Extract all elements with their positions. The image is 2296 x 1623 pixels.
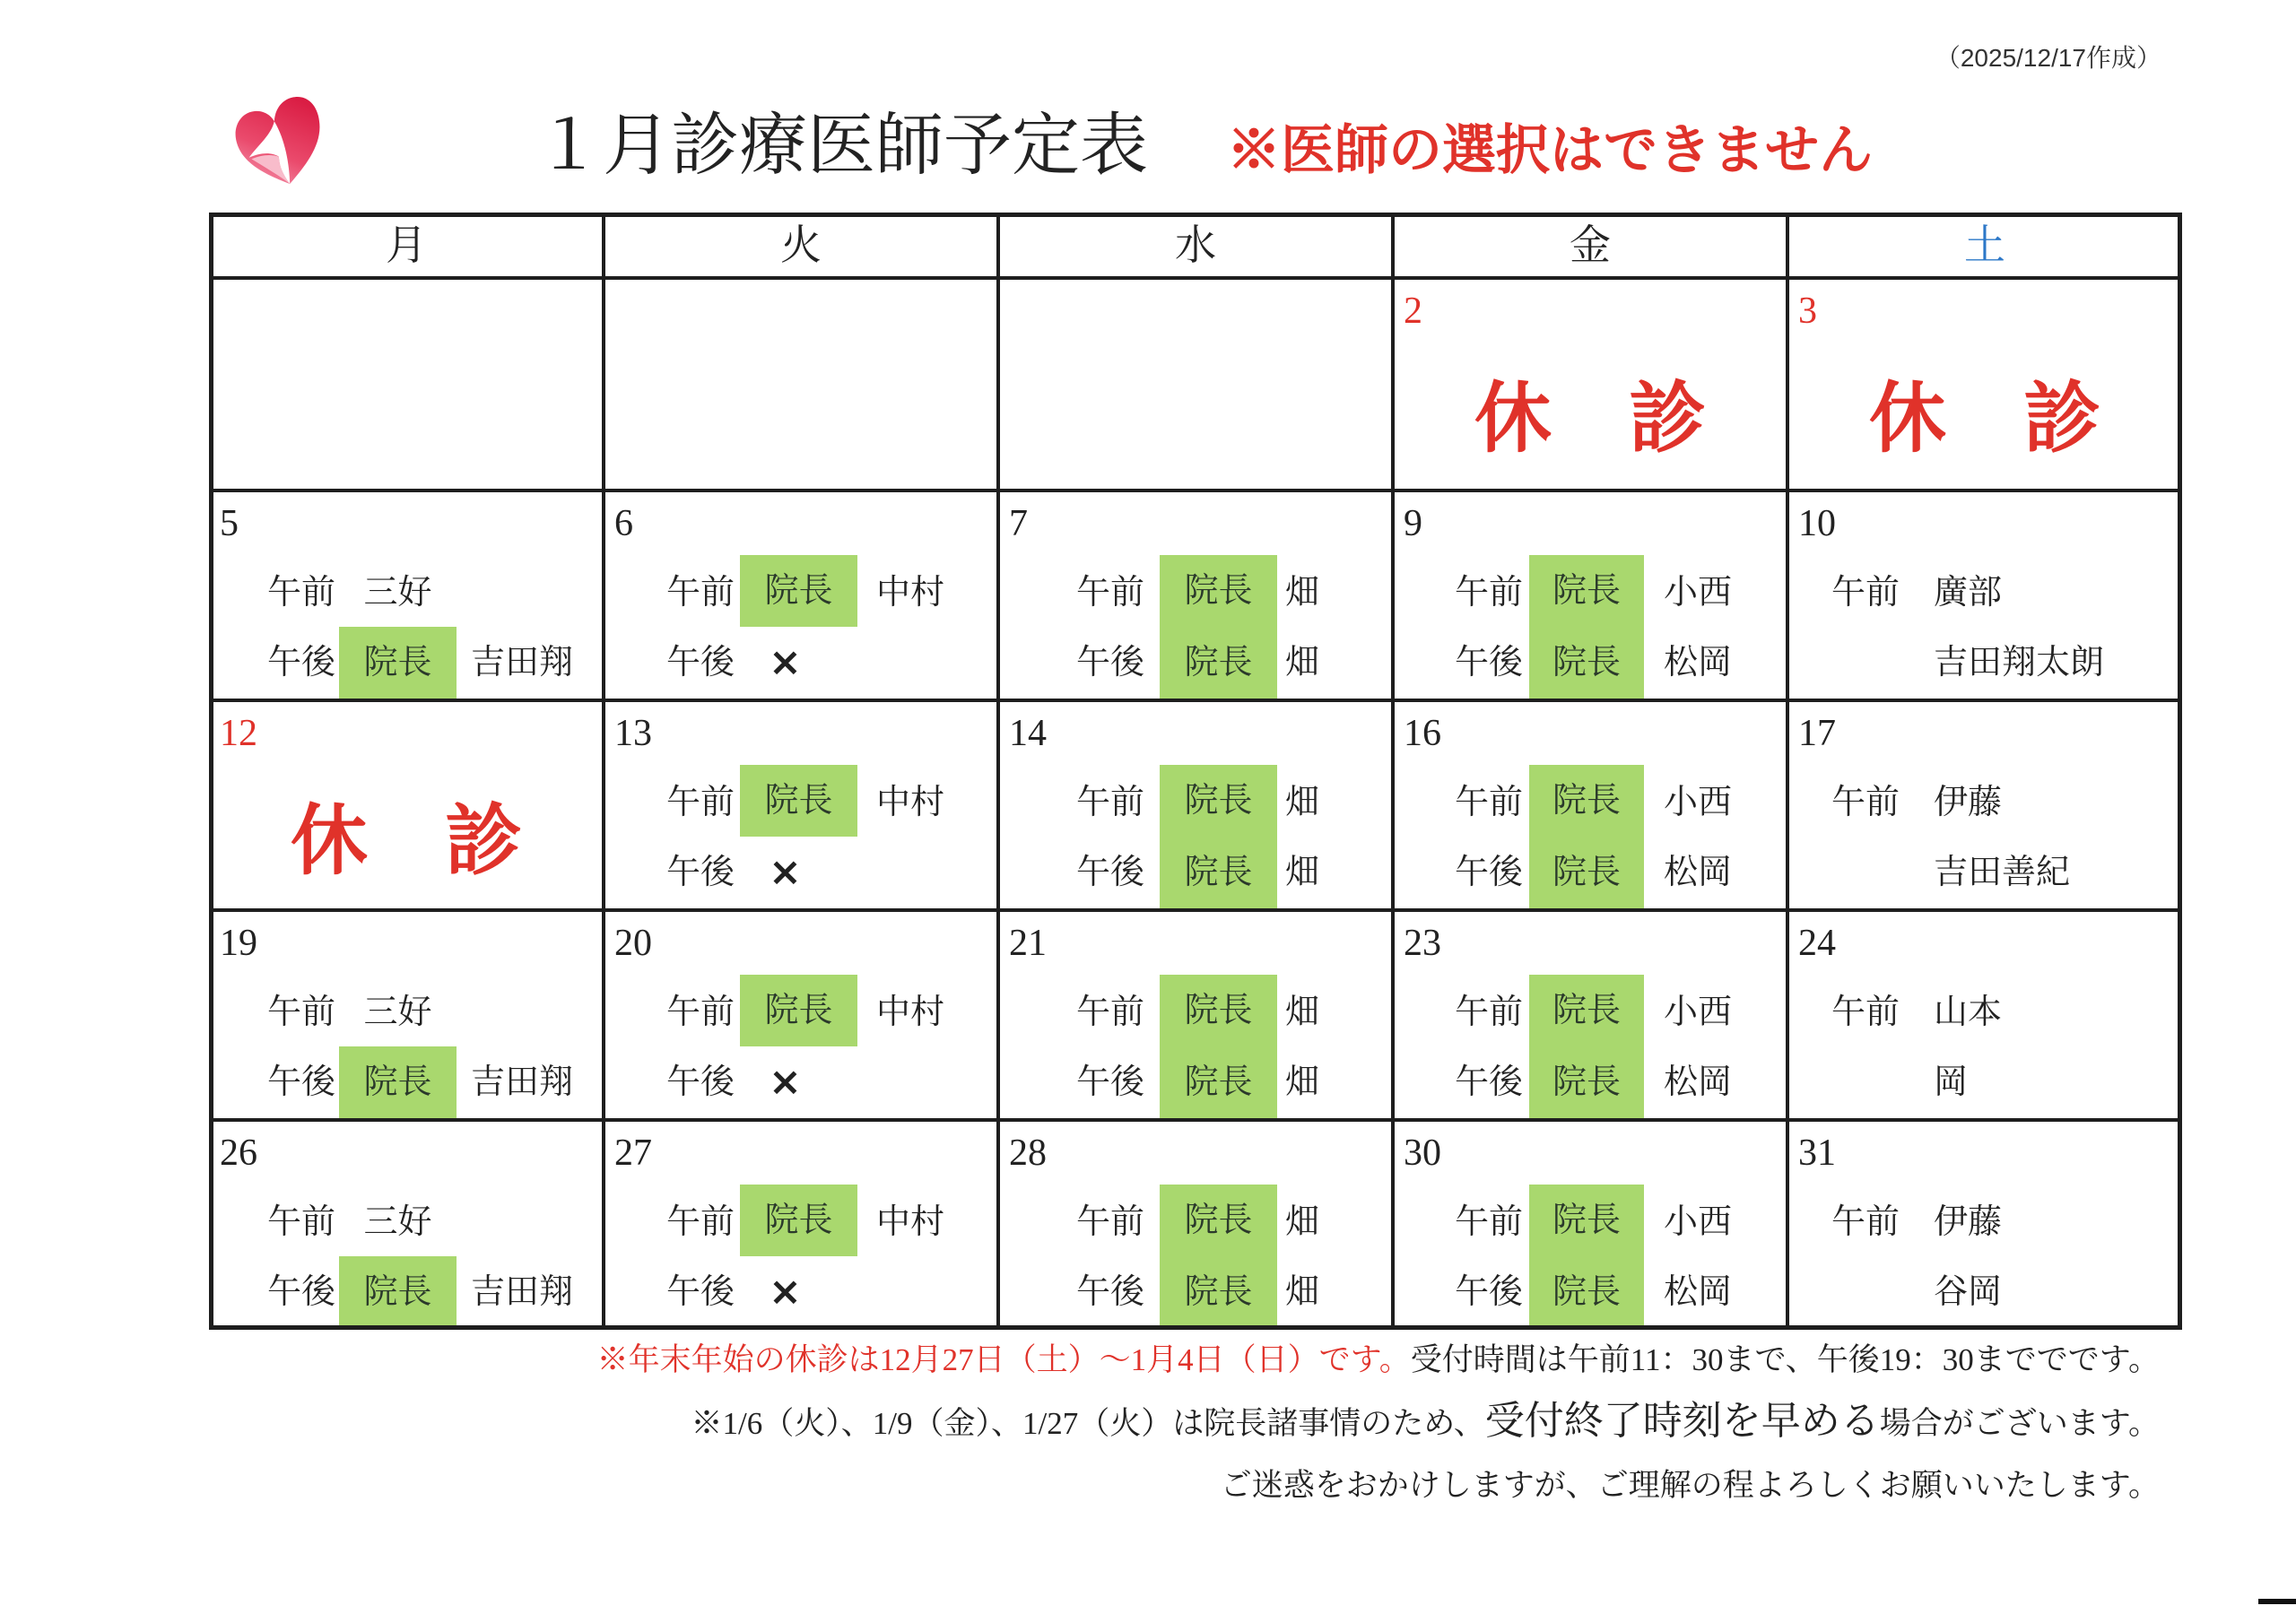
weekday-header-tue: 火 [780, 222, 822, 268]
day-number: 5 [220, 503, 239, 544]
created-date-note: （2025/12/17作成） [1935, 44, 2161, 72]
early-close-dates: ※1/6（火）、1/9（金）、1/27（火）は院長諸事情のため、 [691, 1406, 1485, 1441]
director-badge: 院長 [740, 555, 857, 627]
doctor-name: 小西 [1664, 574, 1733, 612]
day-number: 9 [1404, 503, 1422, 544]
doctor-name: 岡 [1934, 1063, 1969, 1101]
director-badge: 院長 [339, 1256, 457, 1328]
day-number: 27 [614, 1133, 652, 1174]
weekday-header-fri: 金 [1570, 222, 1611, 268]
session-label: 午後 [267, 644, 336, 681]
doctor-name: 吉田翔太朗 [1934, 644, 2105, 681]
day-number: 20 [614, 923, 652, 964]
doctor-name: 松岡 [1664, 854, 1733, 891]
doctor-name: 中村 [876, 1203, 945, 1241]
day-number: 3 [1798, 291, 1817, 332]
director-badge: 院長 [1160, 1046, 1277, 1118]
director-badge: 院長 [1529, 1185, 1644, 1256]
doctor-name: 中村 [876, 784, 945, 821]
day-number: 16 [1404, 713, 1441, 754]
session-label: 午前 [666, 574, 735, 612]
session-label: 午後 [1076, 854, 1145, 891]
session-label: 午後 [666, 854, 735, 891]
doctor-name: 畑 [1285, 994, 1320, 1031]
director-badge: 院長 [1160, 627, 1277, 699]
doctor-name: 三好 [363, 574, 432, 612]
day-number: 28 [1009, 1133, 1047, 1174]
session-label: 午前 [1076, 994, 1145, 1031]
doctor-name: 山本 [1934, 994, 2003, 1031]
director-badge: 院長 [1160, 1256, 1277, 1328]
director-badge: 院長 [339, 627, 457, 699]
doctor-name: 三好 [363, 1203, 432, 1241]
unavailable-mark: × [769, 1269, 802, 1315]
day-number: 13 [614, 713, 652, 754]
footer-holiday-hours-note [597, 1342, 2160, 1378]
session-label: 午後 [1076, 1063, 1145, 1101]
doctor-name: 松岡 [1664, 1063, 1733, 1101]
director-badge: 院長 [1160, 765, 1277, 837]
day-number: 17 [1798, 713, 1836, 754]
day-number: 24 [1798, 923, 1836, 964]
director-badge: 院長 [1529, 1256, 1644, 1328]
director-badge: 院長 [740, 1185, 857, 1256]
scan-mark [2258, 1599, 2296, 1604]
day-number: 19 [220, 923, 257, 964]
director-badge: 院長 [1529, 975, 1644, 1046]
day-number: 7 [1009, 503, 1028, 544]
footer-early-close-note [691, 1399, 2160, 1446]
session-label: 午後 [1076, 1273, 1145, 1311]
heart-logo-icon [228, 91, 332, 195]
doctor-name: 畑 [1285, 1203, 1320, 1241]
session-label: 午前 [1831, 994, 1900, 1031]
session-label: 午後 [1076, 644, 1145, 681]
doctor-name: 畑 [1285, 1273, 1320, 1311]
session-label: 午後 [1455, 1063, 1524, 1101]
director-badge: 院長 [1160, 975, 1277, 1046]
session-label: 午前 [1831, 574, 1900, 612]
schedule-calendar [209, 213, 2182, 1330]
session-label: 午前 [1455, 1203, 1524, 1241]
session-label: 午前 [1455, 994, 1524, 1031]
director-badge: 院長 [1160, 1185, 1277, 1256]
doctor-name: 小西 [1664, 994, 1733, 1031]
early-close-emphasis: 受付終了時刻を早める [1484, 1399, 1880, 1443]
unavailable-mark: × [769, 639, 802, 685]
closed-day-label: 休 診 [291, 796, 522, 886]
doctor-name: 畑 [1285, 784, 1320, 821]
director-badge: 院長 [1529, 765, 1644, 837]
page-title: １月診療医師予定表 [535, 108, 1148, 184]
session-label: 午前 [1455, 574, 1524, 612]
day-number: 31 [1798, 1133, 1836, 1174]
day-number: 2 [1404, 291, 1422, 332]
weekday-header-mon: 月 [386, 222, 427, 268]
doctor-name: 畑 [1285, 644, 1320, 681]
session-label: 午前 [666, 1203, 735, 1241]
unavailable-mark: × [769, 1059, 802, 1105]
doctor-name: 中村 [876, 994, 945, 1031]
director-badge: 院長 [1529, 627, 1644, 699]
session-label: 午前 [1076, 574, 1145, 612]
session-label: 午後 [267, 1273, 336, 1311]
day-number: 30 [1404, 1133, 1441, 1174]
doctor-name: 畑 [1285, 574, 1320, 612]
day-number: 12 [220, 713, 257, 754]
doctor-name: 松岡 [1664, 644, 1733, 681]
doctor-name: 松岡 [1664, 1273, 1733, 1311]
reception-hours-note: 受付時間は午前11：30まで、午後19：30まででです。 [1410, 1342, 2160, 1377]
session-label: 午前 [267, 574, 336, 612]
calendar-frame [209, 213, 2182, 1330]
doctor-name: 中村 [876, 574, 945, 612]
session-label: 午後 [666, 1273, 735, 1311]
day-number: 6 [614, 503, 633, 544]
director-badge: 院長 [740, 975, 857, 1046]
director-badge: 院長 [1529, 555, 1644, 627]
director-badge: 院長 [740, 765, 857, 837]
doctor-name: 三好 [363, 994, 432, 1031]
doctor-name: 小西 [1664, 784, 1733, 821]
doctor-name: 吉田翔 [471, 644, 574, 681]
doctor-name: 畑 [1285, 1063, 1320, 1101]
doctor-name: 小西 [1664, 1203, 1733, 1241]
day-number: 14 [1009, 713, 1047, 754]
doctor-name: 吉田翔 [471, 1063, 574, 1101]
day-number: 10 [1798, 503, 1836, 544]
early-close-suffix: 場合がございます。 [1879, 1406, 2160, 1441]
session-label: 午前 [1831, 1203, 1900, 1241]
closed-day-label: 休 診 [1474, 374, 1706, 464]
session-label: 午前 [267, 994, 336, 1031]
session-label: 午前 [666, 784, 735, 821]
session-label: 午後 [1455, 1273, 1524, 1311]
session-label: 午後 [1455, 644, 1524, 681]
director-badge: 院長 [1160, 837, 1277, 908]
footer-apology-note: ご迷惑をおかけしますが、ご理解の程よろしくお願いいたします。 [1220, 1468, 2160, 1503]
weekday-header-wed: 水 [1175, 222, 1216, 268]
weekday-header-sat: 土 [1964, 222, 2005, 268]
doctor-name: 伊藤 [1934, 1203, 2003, 1241]
session-label: 午前 [1076, 1203, 1145, 1241]
doctor-name: 廣部 [1934, 574, 2003, 612]
doctor-selection-notice: ※医師の選択はできません [1227, 121, 1873, 180]
day-number: 26 [220, 1133, 257, 1174]
session-label: 午前 [267, 1203, 336, 1241]
session-label: 午前 [1076, 784, 1145, 821]
session-label: 午後 [267, 1063, 336, 1101]
doctor-name: 吉田善紀 [1934, 854, 2071, 891]
session-label: 午後 [1455, 854, 1524, 891]
session-label: 午後 [666, 1063, 735, 1101]
session-label: 午前 [1831, 784, 1900, 821]
director-badge: 院長 [1160, 555, 1277, 627]
director-badge: 院長 [1529, 837, 1644, 908]
unavailable-mark: × [769, 849, 802, 895]
doctor-name: 畑 [1285, 854, 1320, 891]
doctor-name: 吉田翔 [471, 1273, 574, 1311]
year-end-holiday-note: ※年末年始の休診は12月27日（土）～1月4日（日）です。 [596, 1342, 1411, 1377]
director-badge: 院長 [339, 1046, 457, 1118]
closed-day-label: 休 診 [1869, 374, 2100, 464]
doctor-name: 谷岡 [1934, 1273, 2003, 1311]
day-number: 21 [1009, 923, 1047, 964]
day-number: 23 [1404, 923, 1441, 964]
director-badge: 院長 [1529, 1046, 1644, 1118]
doctor-name: 伊藤 [1934, 784, 2003, 821]
session-label: 午前 [1455, 784, 1524, 821]
session-label: 午前 [666, 994, 735, 1031]
session-label: 午後 [666, 644, 735, 681]
